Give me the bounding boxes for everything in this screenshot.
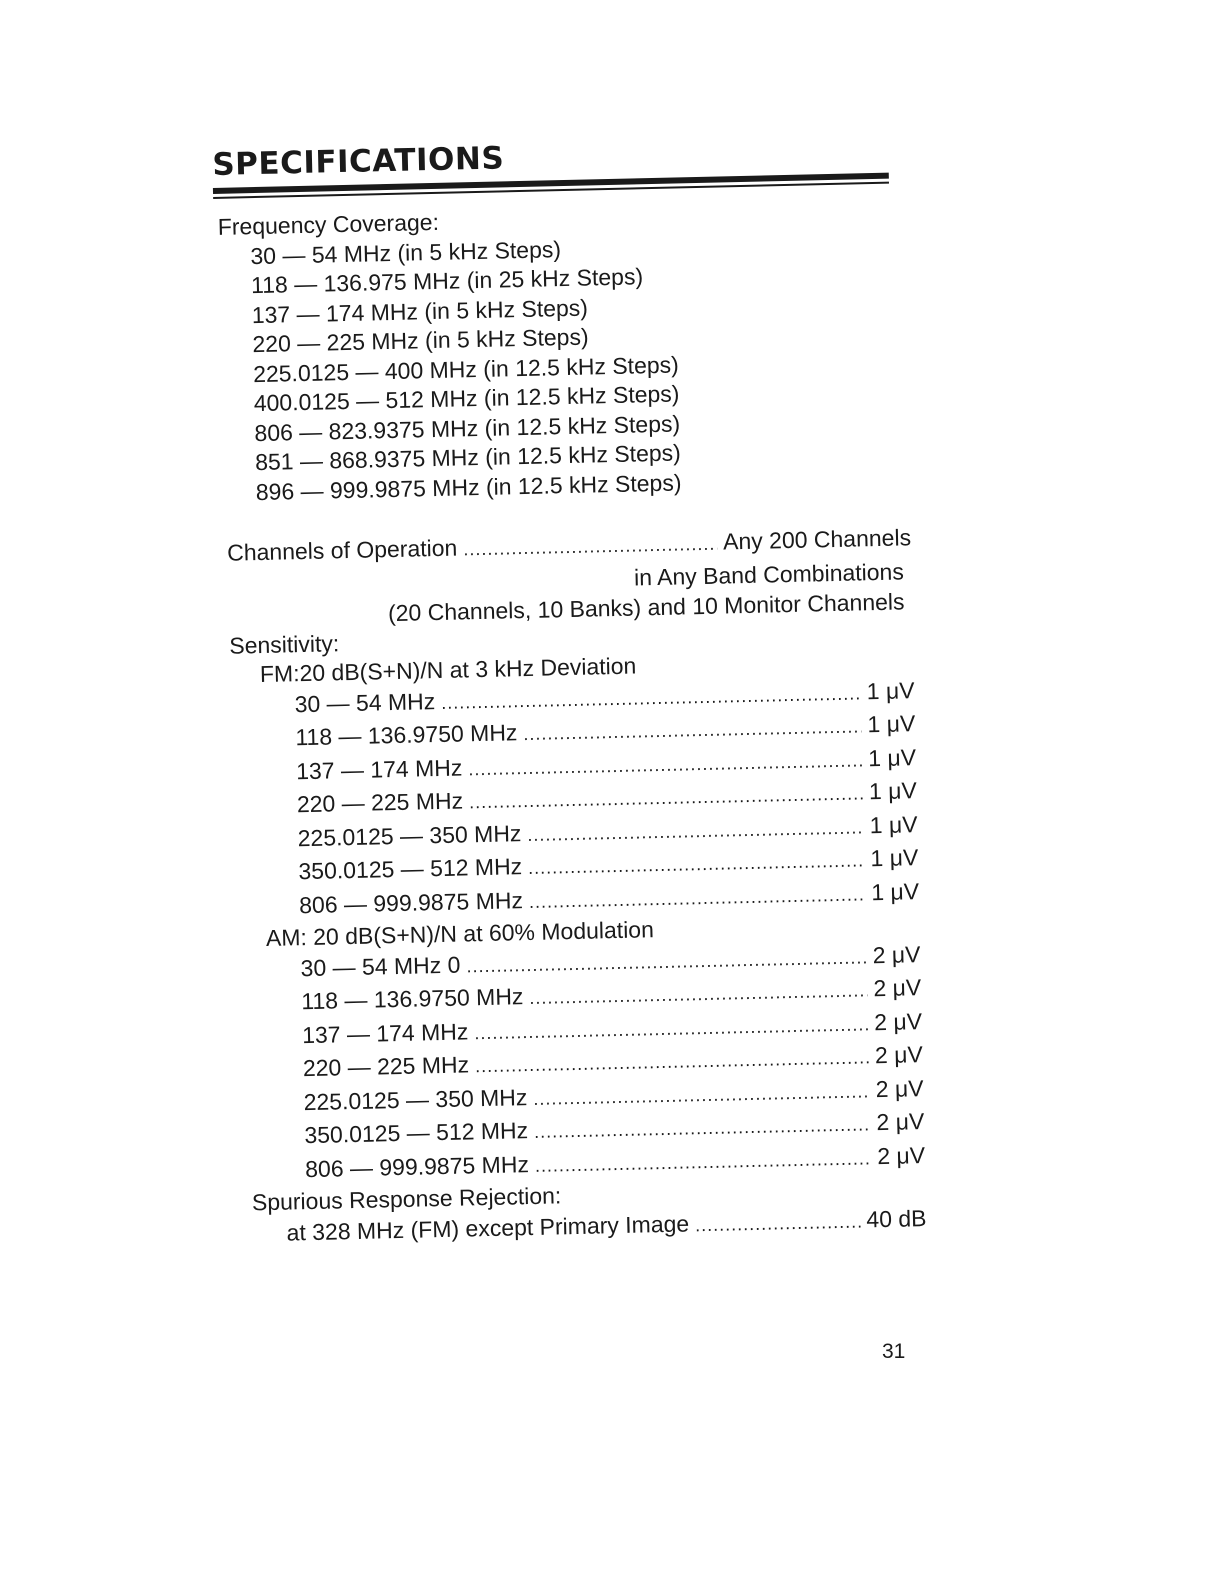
frequency-range-item: 806 — 823.9375 MHz (in 12.5 kHz Steps) [254,409,681,446]
sensitivity-value: 2 μV [876,1141,926,1169]
frequency-range-list [214,227,910,508]
channels-label: Channels of Operation [226,534,458,566]
sensitivity-value: 2 μV [873,974,922,1002]
range-label: 350.0125 — 512 MHz [304,1117,529,1149]
channels-detail-line: in Any Band Combinations [633,557,905,591]
fm-heading: FM:20 dB(S+N)/N at 3 kHz Deviation [259,652,637,688]
am-sensitivity-table [300,939,925,1188]
range-label: 30 — 54 MHz 0 [300,951,461,981]
page-number: 31 [882,1340,906,1363]
frequency-range-item: 220 — 225 MHz (in 5 kHz Steps) [252,323,589,358]
channels-value: Any 200 Channels [722,524,912,555]
frequency-range-item: 225.0125 — 400 MHz (in 12.5 kHz Steps) [252,350,680,387]
sensitivity-value: 2 μV [874,1041,924,1069]
sensitivity-value: 1 μV [868,777,918,805]
range-label: 220 — 225 MHz [302,1051,470,1082]
sensitivity-heading: Sensitivity: [228,629,340,659]
fm-sensitivity-table [294,675,919,924]
frequency-range-item: 30 — 54 MHz (in 5 kHz Steps) [250,235,562,269]
range-label: 137 — 174 MHz [301,1017,469,1048]
range-label: 225.0125 — 350 MHz [297,819,522,851]
sensitivity-value: 1 μV [869,810,918,838]
channels-detail-line: (20 Channels, 10 Banks) and 10 Monitor Channels [387,587,905,626]
range-label: 220 — 225 MHz [296,787,464,818]
sensitivity-value: 1 μV [870,844,919,872]
range-label: 118 — 136.9750 MHz [295,719,518,751]
sensitivity-value: 1 μV [866,676,915,704]
specifications-section [212,132,927,1251]
sensitivity-value: 2 μV [876,1108,925,1136]
range-label: 118 — 136.9750 MHz [301,983,524,1015]
frequency-range-item: 118 — 136.975 MHz (in 25 kHz Steps) [250,263,644,299]
sensitivity-value: 1 μV [870,877,920,905]
page-title: SPECIFICATIONS [211,140,505,183]
sensitivity-value: 2 μV [873,1007,923,1035]
frequency-coverage-heading: Frequency Coverage: [217,208,440,240]
range-label: 30 — 54 MHz [294,687,436,717]
range-label: 137 — 174 MHz [295,753,463,784]
dot-leader [463,529,718,566]
spurious-label: at 328 MHz (FM) except Primary Image [286,1209,690,1246]
sensitivity-value: 2 μV [875,1074,924,1102]
range-label: 350.0125 — 512 MHz [298,853,523,885]
am-heading: AM: 20 dB(S+N)/N at 60% Modulation [265,916,655,951]
frequency-range-item: 896 — 999.9875 MHz (in 12.5 kHz Steps) [255,468,682,505]
spurious-value: 40 dB [866,1204,927,1232]
dot-leader [695,1206,861,1241]
sensitivity-value: 2 μV [872,940,921,968]
range-label: 806 — 999.9875 MHz [304,1150,530,1182]
frequency-range-item: 400.0125 — 512 MHz (in 12.5 kHz Steps) [253,380,680,417]
spurious-rejection-heading: Spurious Response Rejection: [251,1182,562,1216]
sensitivity-value: 1 μV [867,743,917,771]
range-label: 806 — 999.9875 MHz [298,886,524,918]
range-label: 225.0125 — 350 MHz [303,1083,528,1115]
frequency-range-item: 851 — 868.9375 MHz (in 12.5 kHz Steps) [254,439,682,476]
sensitivity-value: 1 μV [867,710,916,738]
frequency-range-item: 137 — 174 MHz (in 5 kHz Steps) [251,294,589,328]
